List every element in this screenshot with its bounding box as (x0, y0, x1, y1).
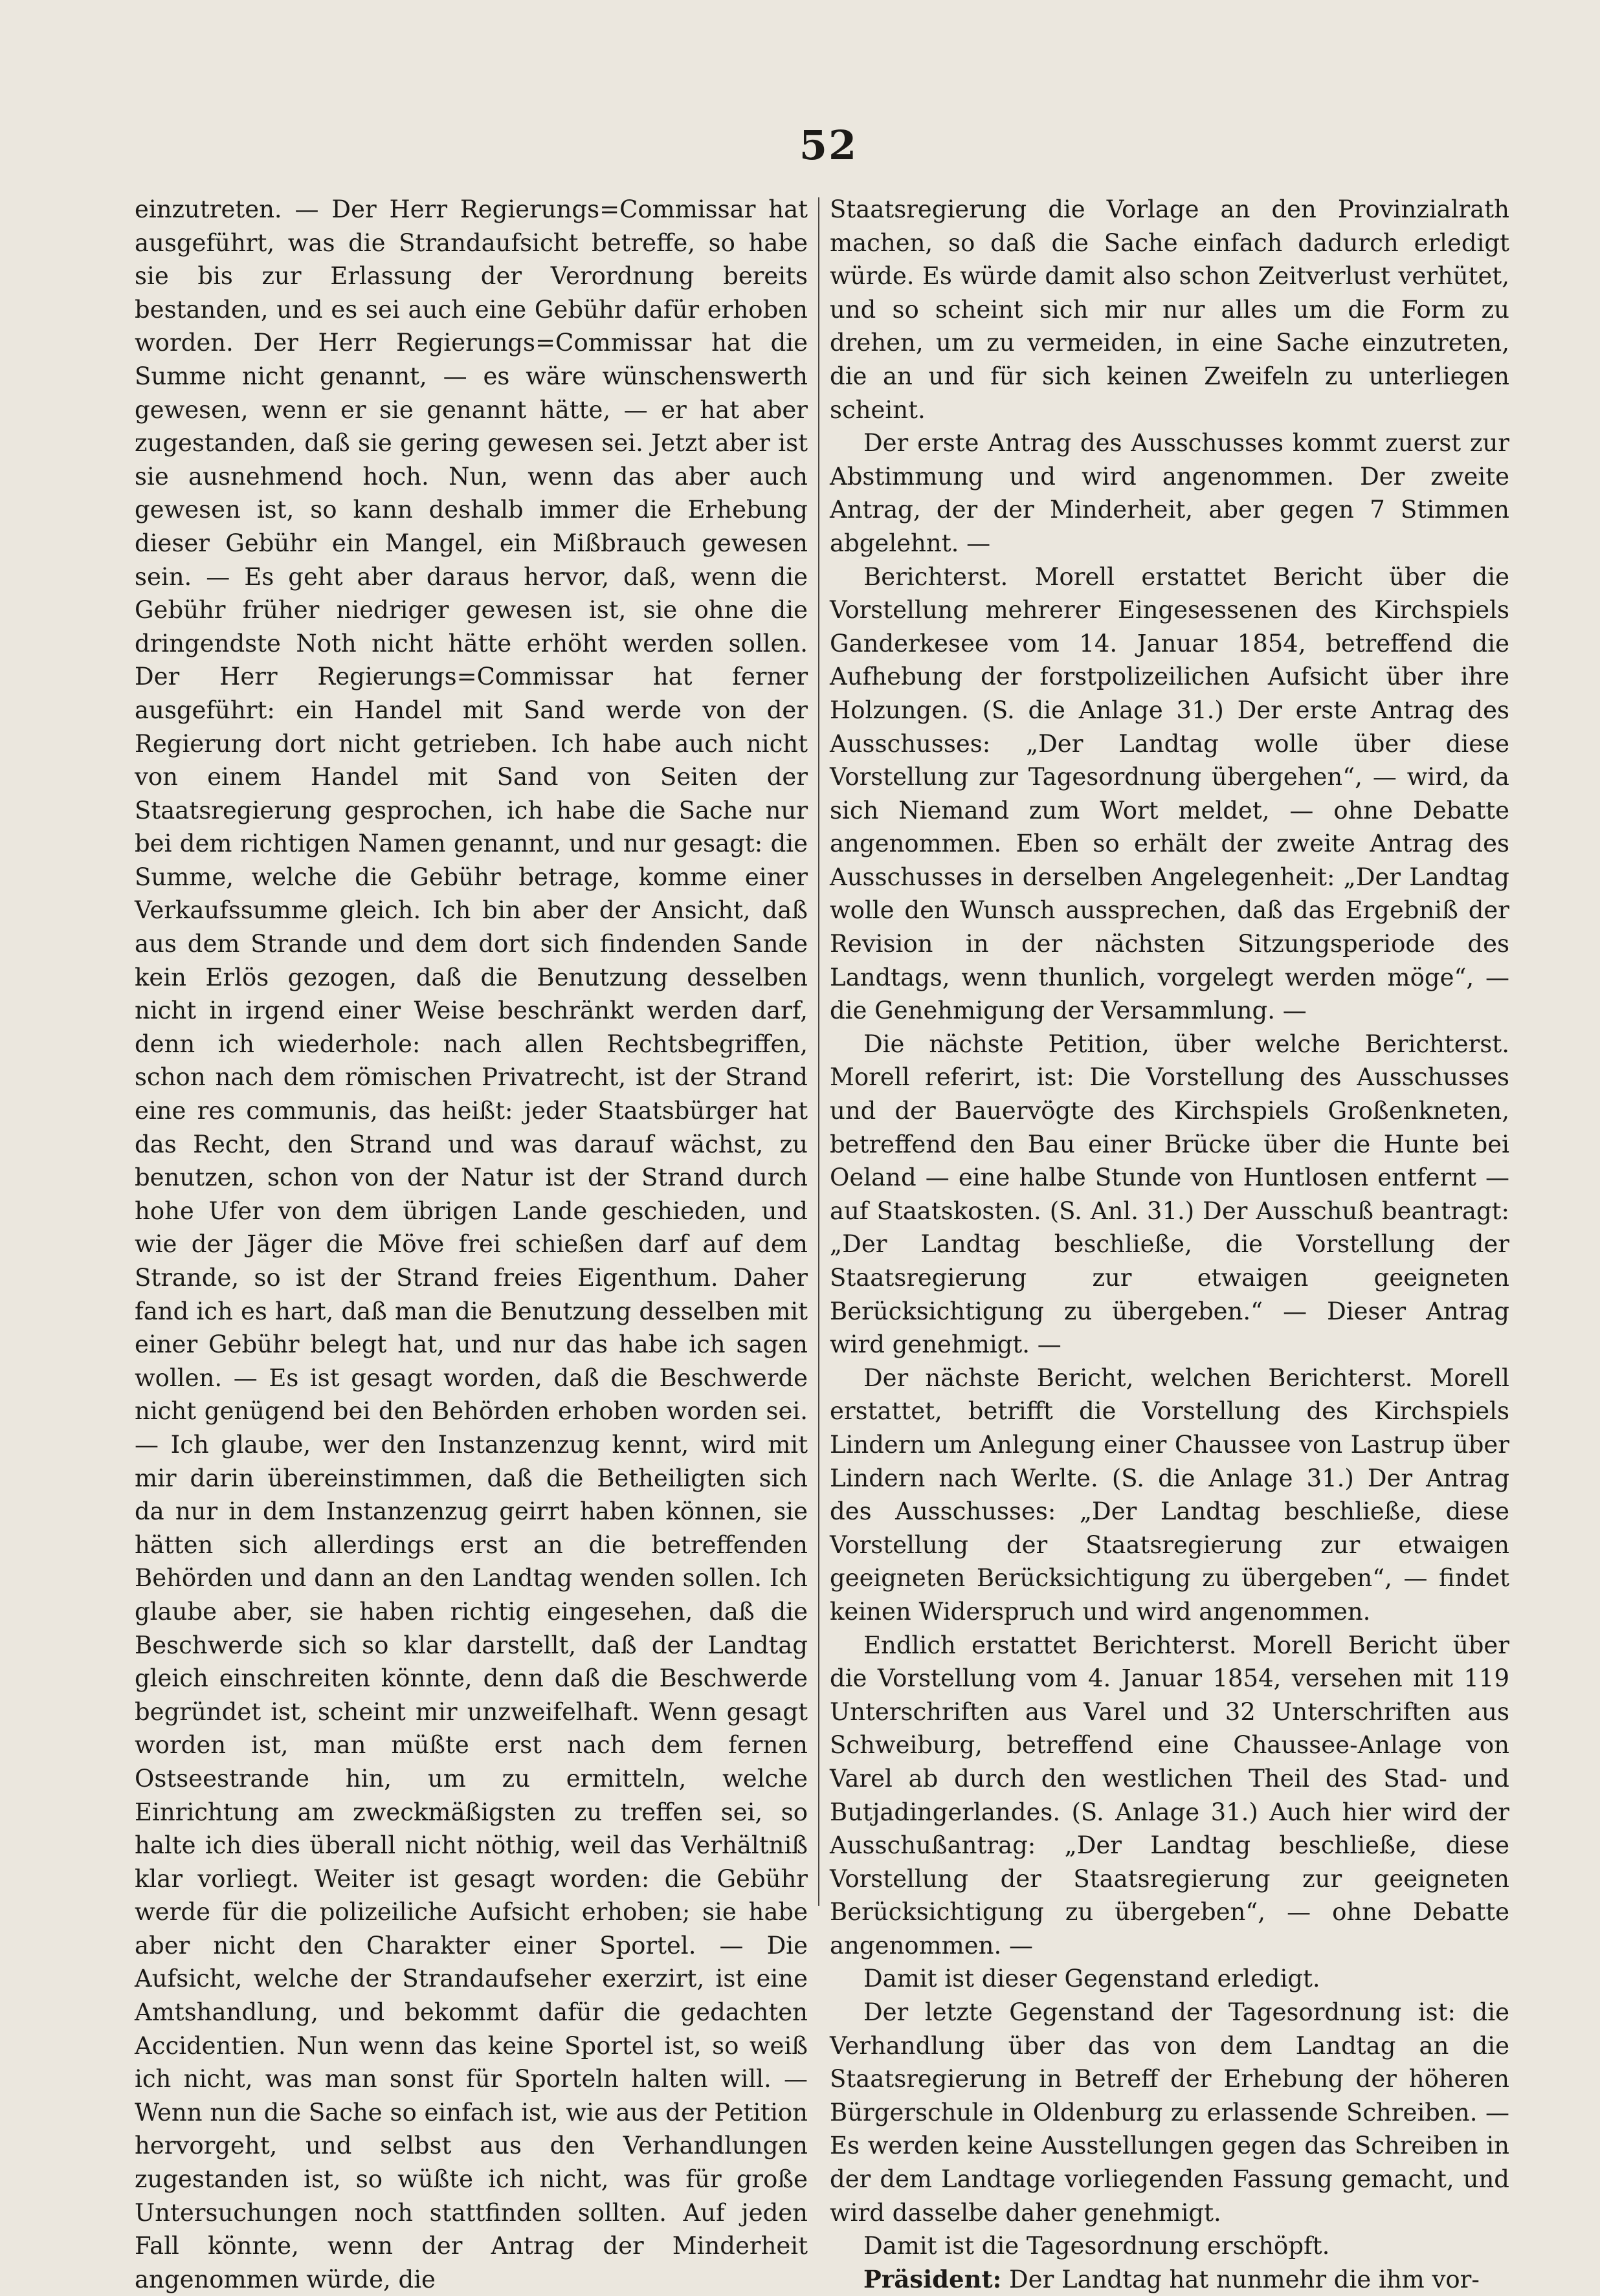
speaker-label: Präsident: (863, 2264, 1002, 2293)
left-column (135, 193, 808, 2296)
paragraph: Die nächste Petition, über welche Berichterst. Morell referirt, ist: Die Vorstellung des Ausschusses und der Bauervögte des Kirchspiels Großenkneten, betreffend den Bau einer Brücke über die Hunte bei Oeland — eine halbe Stunde von Huntlosen entfernt — auf Staatskosten. (S. Anl. 31.) Der Ausschuß beantragt: „Der Landtag beschließe, die Vorstellung der Staatsregierung zur etwaigen geeigneten Berücksichtigung zu übergeben.“ — Dieser Antrag wird genehmigt. — (830, 1030, 1509, 1359)
page-number: 52 (799, 122, 858, 169)
right-column (830, 193, 1509, 2296)
paragraph: Der letzte Gegenstand der Tagesordnung ist: die Verhandlung über das von dem Landtag an die Staatsregierung in Betreff der Erhebung der höheren Bürgerschule in Oldenburg zu erlassende Schreiben. — Es werden keine Ausstellungen gegen das Schreiben in der dem Landtage vorliegenden Fassung gemacht, und wird dasselbe daher genehmigt. (830, 1998, 1509, 2227)
paragraph: Berichterst. Morell erstattet Bericht über die Vorstellung mehrerer Eingesessenen des Kirchspiels Ganderkesee vom 14. Januar 1854, betreffend die Aufhebung der forstpolizeilichen Aufsicht über ihre Holzungen. (S. die Anlage 31.) Der erste Antrag des Ausschusses: „Der Landtag wolle über diese Vorstellung zur Tagesordnung übergehen“, — wird, da sich Niemand zum Wort meldet, — ohne Debatte angenommen. Eben so erhält der zweite Antrag des Ausschusses in derselben Angelegenheit: „Der Landtag wolle den Wunsch aussprechen, daß das Ergebniß der Revision in der nächsten Sitzungsperiode des Landtags, wenn thunlich, vorgelegt werden möge“, — die Genehmigung der Versammlung. — (830, 562, 1509, 1025)
paragraph: Der nächste Bericht, welchen Berichterst. Morell erstattet, betrifft die Vorstellung des Kirchspiels Lindern um Anlegung einer Chaussee von Lastrup über Lindern nach Werlte. (S. die Anlage 31.) Der Antrag des Ausschusses: „Der Landtag beschließe, diese Vorstellung der Staatsregierung zur etwaigen geeigneten Berücksichtigung zu übergeben“, — findet keinen Widerspruch und wird angenommen. (830, 1363, 1509, 1626)
paragraph: Damit ist dieser Gegenstand erledigt. (863, 1965, 1320, 1993)
closing-text: Der Landtag hat nunmehr die ihm vor- (1001, 2265, 1480, 2293)
paragraph: Der erste Antrag des Ausschusses kommt zuerst zur Abstimmung und wird angenommen. Der zweite Antrag, der der Minderheit, aber gegen 7 Stimmen abgelehnt. — (830, 429, 1509, 557)
paragraph: Endlich erstattet Berichterst. Morell Bericht über die Vorstellung vom 4. Januar 1854, versehen mit 119 Unterschriften aus Varel und 32 Unterschriften aus Schweiburg, betreffend eine Chaussee-Anlage von Varel ab durch den westlichen Theil des Stad- und Butjadingerlandes. (S. Anlage 31.) Auch hier wird der Ausschußantrag: „Der Landtag beschließe, diese Vorstellung der Staatsregierung zur geeigneten Berücksichtigung zu übergeben“, — ohne Debatte angenommen. — (830, 1631, 1509, 1959)
paragraph: Staatsregierung die Vorlage an den Provinzialrath machen, so daß die Sache einfach dadurch erledigt würde. Es würde damit also schon Zeitverlust verhütet, und so scheint sich mir nur alles um die Form zu drehen, um zu vermeiden, in eine Sache einzutreten, die an und für sich keinen Zweifeln zu unterliegen scheint. (830, 195, 1509, 424)
paragraph: einzutreten. — Der Herr Regierungs=Commissar hat ausgeführt, was die Strandaufsicht betreffe, so habe sie bis zur Erlassung der Verordnung bereits bestanden, und es sei auch eine Gebühr dafür erhoben worden. Der Herr Regierungs=Commissar hat die Summe nicht genannt, — es wäre wünschenswerth gewesen, wenn er sie genannt hätte, — er hat aber zugestanden, daß sie gering gewesen sei. Jetzt aber ist sie ausnehmend hoch. Nun, wenn das aber auch gewesen ist, so kann deshalb immer die Erhebung dieser Gebühr ein Mangel, ein Mißbrauch gewesen sein. — Es geht aber daraus hervor, daß, wenn die Gebühr früher niedriger gewesen ist, sie ohne die dringendste Noth nicht hätte erhöht werden sollen. Der Herr Regierungs=Commissar hat ferner ausgeführt: ein Handel mit Sand werde von der Regierung dort nicht getrieben. Ich habe auch nicht von einem Handel mit Sand von Seiten der Staatsregierung gesprochen, ich habe die Sache nur bei dem richtigen Namen genannt, und nur gesagt: die Summe, welche die Gebühr betrage, komme einer Verkaufssumme gleich. Ich bin aber der Ansicht, daß aus dem Strande und dem dort sich findenden Sande kein Erlös gezogen, daß die Benutzung desselben nicht in irgend einer Weise beschränkt werden darf, denn ich wiederhole: nach allen Rechtsbegriffen, schon nach dem römischen Privatrecht, ist der Strand eine res communis, das heißt: jeder Staatsbürger hat das Recht, den Strand und was darauf wächst, zu benutzen, schon von der Natur ist der Strand durch hohe Ufer von dem übrigen Lande geschieden, und wie der Jäger die Möve frei schießen darf auf dem Strande, so ist der Strand freies Eigenthum. Daher fand ich es hart, daß man die Benutzung desselben mit einer Gebühr belegt hat, und nur das habe ich sagen wollen. — Es ist gesagt worden, daß die Beschwerde nicht genügend bei den Behörden erhoben worden sei. — Ich glaube, wer den Instanzenzug kennt, wird mit mir darin übereinstimmen, daß die Betheiligten sich da nur in dem Instanzenzug geirrt haben können, sie hätten sich allerdings erst an die betreffenden Behörden und dann an den Landtag wenden sollen. Ich glaube aber, sie haben richtig eingesehen, daß die Beschwerde sich so klar darstellt, daß der Landtag gleich einschreiten könnte, denn daß die Beschwerde begründet ist, scheint mir unzweifelhaft. Wenn gesagt worden ist, man müßte erst nach dem fernen Ostseestrande hin, um zu ermitteln, welche Einrichtung am zweckmäßigsten zu treffen sei, so halte ich dies überall nicht nöthig, weil das Verhältniß klar vorliegt. Weiter ist gesagt worden: die Gebühr werde für die polizeiliche Aufsicht erhoben; sie habe aber nicht den Charakter einer Sportel. — Die Aufsicht, welche der Strandaufseher exerzirt, ist eine Amtshandlung, und bekommt dafür die gedachten Accidentien. Nun wenn das keine Sportel ist, so weiß ich nicht, was man sonst für Sporteln halten will. — Wenn nun die Sache so einfach ist, wie aus der Petition hervorgeht, und selbst aus den Verhandlungen zugestanden ist, so wüßte ich nicht, was für große Untersuchungen noch stattfinden sollten. Auf jeden Fall könnte, wenn der Antrag der Minderheit angenommen würde, die (135, 195, 808, 2293)
column-divider (818, 197, 819, 1906)
closing-paragraph (830, 2263, 1509, 2296)
paragraph: Damit ist die Tagesordnung erschöpft. (863, 2232, 1330, 2260)
